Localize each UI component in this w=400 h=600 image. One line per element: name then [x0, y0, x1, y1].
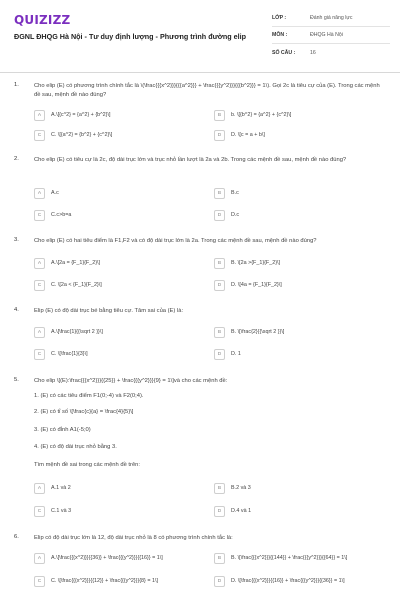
question-text: Cho elip (E) có phương trình chính tắc là \(\frac{{{x^2}}}{{{a^2}}} + \frac{{{y^2}}}{{{b^2}}} = 1\). Gọi 2c là tiêu cự của (E). Trong các mệnh đề sau, mệnh đề nào đúng? [34, 83, 380, 98]
option-text: D. \[c = a + b\] [231, 132, 265, 138]
option-letter: A [34, 483, 45, 494]
option-text: D.c [231, 212, 240, 218]
option-letter: C [34, 130, 45, 141]
option-text: C. \[2a < {F_1}{F_2}\] [51, 282, 102, 288]
option-b[interactable] [214, 481, 251, 495]
option-c[interactable] [34, 504, 71, 518]
question-number: 4. [14, 307, 19, 313]
quizizz-logo: QUIZIZZ [14, 13, 71, 27]
option-d[interactable] [214, 347, 241, 361]
option-c[interactable] [34, 208, 71, 222]
option-b[interactable] [214, 256, 280, 270]
option-d[interactable] [214, 128, 265, 142]
option-letter: A [34, 110, 45, 121]
option-c[interactable] [34, 128, 112, 142]
option-d[interactable] [214, 208, 239, 222]
option-d[interactable] [214, 574, 345, 588]
option-text: D. \[\frac{{{x^2}}}{{16}} + \frac{{{y^2}}}{{36}} = 1\] [231, 578, 345, 584]
option-text: D. \[4a = {F_1}{F_2}\] [231, 282, 282, 288]
statement-1: 1. (E) có các tiêu điểm F1(0;-4) và F2(0;4). [34, 393, 144, 399]
option-a[interactable] [34, 481, 71, 495]
question-text: Cho elip (E) có hai tiêu điểm là F1,F2 và có độ dài trục lớn là 2a. Trong các mệnh đề sau, mệnh đề nào đúng? [34, 238, 317, 244]
option-d[interactable] [214, 278, 282, 292]
option-letter: A [34, 188, 45, 199]
option-text: C. \[\frac{{{x^2}}}{{12}} + \frac{{{y^2}}}{8} = 1\] [51, 578, 158, 584]
option-letter: C [34, 576, 45, 587]
option-text: A.\[{c^2} = {a^2} + {b^2}\] [51, 112, 111, 118]
option-letter: B [214, 553, 225, 564]
option-letter: D [214, 506, 225, 517]
option-letter: D [214, 210, 225, 221]
meta-value: Đánh giá năng lực [310, 15, 353, 21]
meta-row-count [272, 44, 390, 61]
option-text: C.1 và 3 [51, 508, 72, 514]
option-letter: A [34, 553, 45, 564]
option-c[interactable] [34, 278, 102, 292]
option-text: A.\[\frac{{{x^2}}}{{36}} + \frac{{{y^2}}}{{16}} = 1\] [51, 555, 163, 561]
option-b[interactable] [214, 108, 291, 122]
question-number: 1. [14, 82, 19, 88]
option-text: A.\[\frac{1}{{\sqrt 2 }}\] [51, 329, 103, 335]
option-c[interactable] [34, 574, 158, 588]
statement-3: 3. (E) có đỉnh A1(-5;0) [34, 427, 91, 433]
option-d[interactable] [214, 504, 251, 518]
option-letter: B [214, 110, 225, 121]
option-a[interactable] [34, 325, 103, 339]
statement-2: 2. (E) có tỉ số \[\frac{c}{a} = \frac{4}{5}\] [34, 409, 134, 415]
option-letter: C [34, 349, 45, 360]
question-number: 5. [14, 377, 19, 383]
worksheet-title: ĐGNL ĐHQG Hà Nội - Tư duy định lượng - Phương trình đường elip [14, 32, 247, 41]
question-number: 2. [14, 156, 19, 162]
option-text: A.\[2a = {F_1}{F_2}\] [51, 260, 101, 266]
option-text: D. 1 [231, 351, 241, 357]
option-b[interactable] [214, 186, 239, 200]
option-text: C. \[\frac{1}{3}\] [51, 351, 88, 357]
option-b[interactable] [214, 551, 347, 565]
question-text: Cho elip (E) có tiêu cự là 2c, độ dài trục lớn và trục nhỏ lần lượt là 2a và 2b. Trong các mệnh đề sau, mệnh đề nào đúng? [34, 157, 347, 163]
option-text: B. \[2a >{F_1}{F_2}\] [231, 260, 281, 266]
option-letter: C [34, 210, 45, 221]
option-letter: B [214, 327, 225, 338]
option-a[interactable] [34, 186, 59, 200]
option-text: B. \[\frac{2}{{\sqrt 2 }}\] [231, 329, 285, 335]
question-number: 6. [14, 534, 19, 540]
meta-key: MÔN : [272, 32, 288, 38]
option-text: b. \[{b^2} = {a^2} + {c^2}\] [231, 112, 292, 118]
header-divider [0, 72, 400, 73]
question-text: Elip có độ dài trục lớn là 12, độ dài trục nhỏ là 8 có phương trình chính tắc là: [34, 535, 233, 541]
question-prompt: Tìm mệnh đề sai trong các mệnh đề trên: [34, 462, 141, 468]
option-text: B.c [231, 190, 239, 196]
meta-key: SỐ CÂU : [272, 49, 296, 56]
meta-key: LỚP : [272, 15, 287, 21]
option-letter: D [214, 349, 225, 360]
question-text: Cho elip \[(E):\frac{{{x^2}}}{{25}} + \frac{{{y^2}}}{9} = 1\]và cho các mệnh đề: [34, 378, 228, 384]
option-letter: B [214, 258, 225, 269]
option-letter: D [214, 576, 225, 587]
question-text: Elip (E) có độ dài trục bé bằng tiêu cự. Tâm sai của (E) là: [34, 308, 184, 314]
option-a[interactable] [34, 256, 100, 270]
question-number: 3. [14, 237, 19, 243]
meta-value: ĐHQG Hà Nội [310, 32, 343, 38]
option-letter: A [34, 327, 45, 338]
option-text: C.c>b=a [51, 212, 72, 218]
option-letter: C [34, 280, 45, 291]
meta-row-subject [272, 27, 390, 44]
option-letter: C [34, 506, 45, 517]
option-letter: D [214, 130, 225, 141]
option-letter: B [214, 483, 225, 494]
option-letter: A [34, 258, 45, 269]
option-text: A.1 và 2 [51, 485, 71, 491]
meta-value: 16 [310, 49, 316, 56]
option-c[interactable] [34, 347, 88, 361]
option-letter: D [214, 280, 225, 291]
option-text: B. \[\frac{{{x^2}}}{{144}} + \frac{{{y^2}}}{{64}} = 1\] [231, 555, 348, 561]
meta-row-class [272, 10, 390, 27]
option-letter: B [214, 188, 225, 199]
option-text: D.4 và 1 [231, 508, 252, 514]
option-text: B.2 và 3 [231, 485, 251, 491]
option-text: C. \[{a^2} = {b^2} + {c^2}\] [51, 132, 113, 138]
option-b[interactable] [214, 325, 284, 339]
meta-table [272, 10, 390, 61]
option-text: A.c [51, 190, 59, 196]
statement-4: 4. (E) có độ dài trục nhỏ bằng 3. [34, 444, 117, 450]
option-a[interactable] [34, 108, 110, 122]
option-a[interactable] [34, 551, 163, 565]
